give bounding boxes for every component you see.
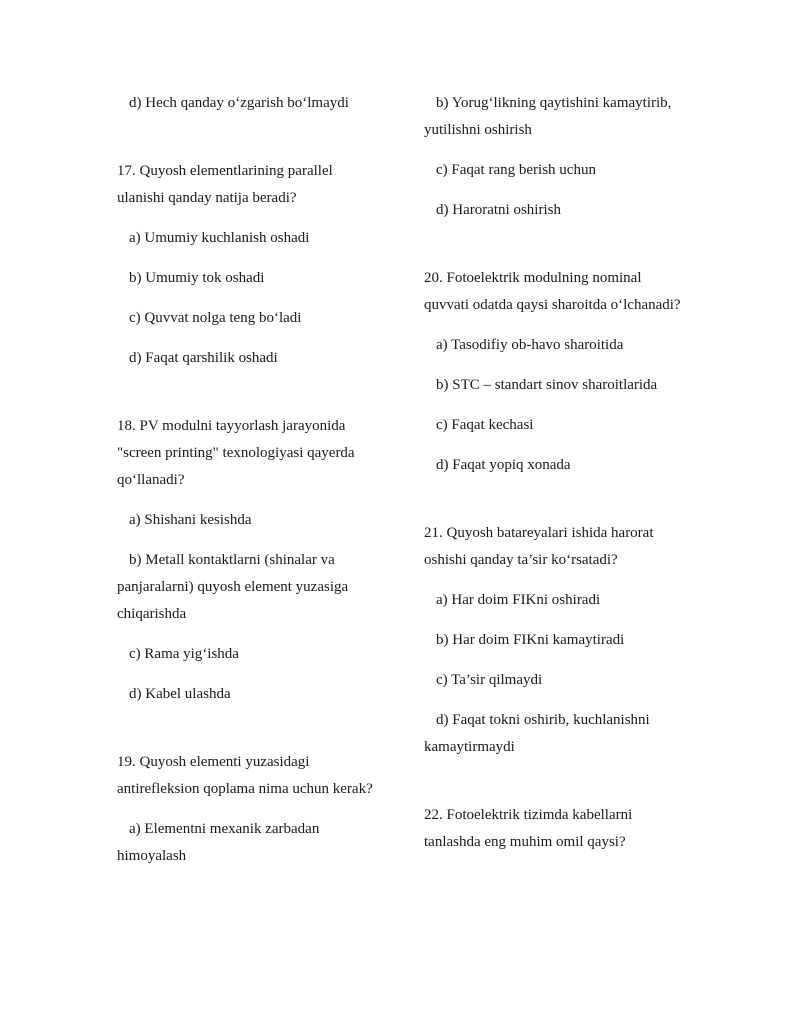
option-21-c: c) Ta’sir qilmaydi	[436, 672, 543, 688]
option-18-a: a) Shishani kesishda	[129, 512, 252, 528]
right-column	[424, 90, 684, 856]
option-17-c: c) Quvvat nolga teng bo‘ladi	[129, 310, 302, 326]
option-19-d: d) Haroratni oshirish	[436, 202, 561, 218]
option-17-d: d) Faqat qarshilik oshadi	[129, 350, 278, 366]
question-18: 18. PV modulni tayyorlash jarayonida "screen printing" texnologiyasi qayerda qo‘llanadi?	[117, 418, 355, 488]
left-column	[117, 90, 377, 870]
option-20-c: c) Faqat kechasi	[436, 417, 534, 433]
question-21: 21. Quyosh batareyalari ishida harorat oshishi qanday ta’sir ko‘rsatadi?	[424, 525, 654, 568]
option-20-d: d) Faqat yopiq xonada	[436, 457, 571, 473]
option-17-a: a) Umumiy kuchlanish oshadi	[129, 230, 310, 246]
option-20-a: a) Tasodifiy ob-havo sharoitida	[436, 337, 624, 353]
option-20-b: b) STC – standart sinov sharoitlarida	[436, 377, 658, 393]
option-19-c: c) Faqat rang berish uchun	[436, 162, 596, 178]
option-21-a: a) Har doim FIKni oshiradi	[436, 592, 601, 608]
question-20: 20. Fotoelektrik modulning nominal quvvati odatda qaysi sharoitda o‘lchanadi?	[424, 270, 681, 313]
question-22: 22. Fotoelektrik tizimda kabellarni tanlashda eng muhim omil qaysi?	[424, 807, 633, 850]
option-19-b: b) Yorug‘likning qaytishini kamaytirib, yutilishni oshirish	[424, 95, 672, 138]
option-19-a: a) Elementni mexanik zarbadan himoyalash	[117, 821, 320, 864]
option-21-b: b) Har doim FIKni kamaytiradi	[436, 632, 625, 648]
option-21-d: d) Faqat tokni oshirib, kuchlanishni kamaytirmaydi	[424, 712, 650, 755]
option-16-d: d) Hech qanday o‘zgarish bo‘lmaydi	[129, 95, 349, 111]
option-18-b: b) Metall kontaktlarni (shinalar va panjaralarni) quyosh element yuzasiga chiqarishda	[117, 552, 349, 622]
option-18-c: c) Rama yig‘ishda	[129, 646, 239, 662]
question-19: 19. Quyosh elementi yuzasidagi antirefleksion qoplama nima uchun kerak?	[117, 754, 373, 797]
option-18-d: d) Kabel ulashda	[129, 686, 231, 702]
option-17-b: b) Umumiy tok oshadi	[129, 270, 265, 286]
question-17: 17. Quyosh elementlarining parallel ulanishi qanday natija beradi?	[117, 163, 333, 206]
